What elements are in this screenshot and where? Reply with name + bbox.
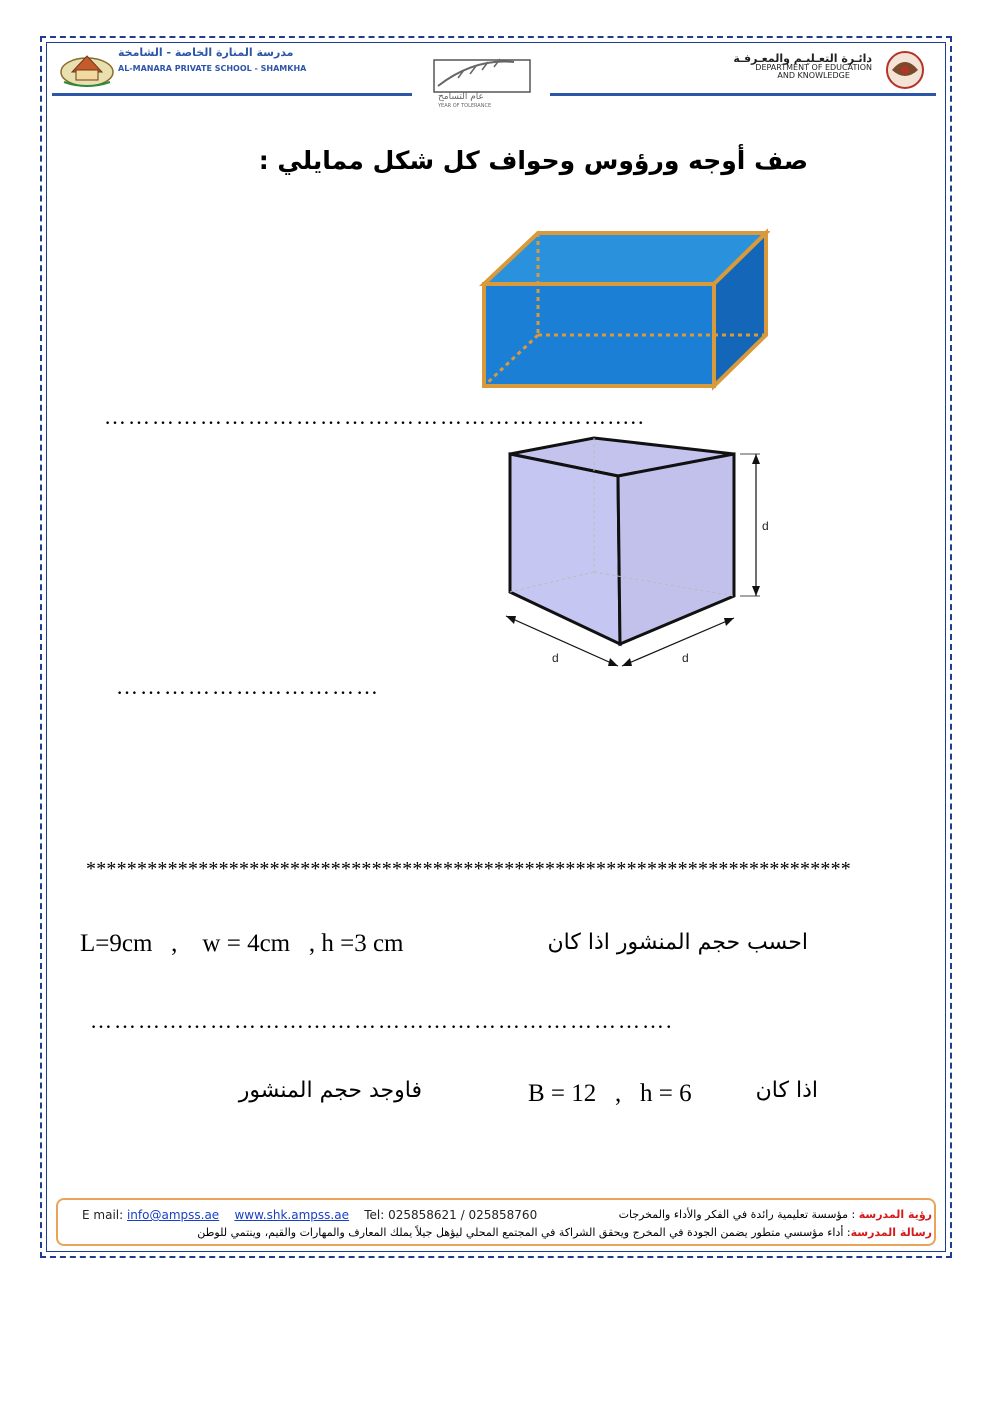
question-2-if: اذا كان [755, 1078, 818, 1103]
school-name-arabic: مدرسة المنارة الخاصة - الشامخة [118, 46, 294, 59]
question-2-find: فاوجد حجم المنشور [238, 1078, 422, 1103]
cube-edge-label-left: d [552, 651, 559, 665]
cube-edge-label-right: d [682, 651, 689, 665]
school-name-english: AL-MANARA PRIVATE SCHOOL - SHAMKHA [118, 64, 307, 73]
tolerance-english: YEAR OF TOLERANCE [438, 103, 492, 109]
cube-edge-label-height: d [762, 519, 769, 533]
email-link[interactable]: info@ampss.ae [126, 1208, 220, 1222]
department-english-line-1: DEPARTMENT OF EDUCATION [755, 63, 872, 72]
header-divider-right [550, 93, 936, 96]
website-link[interactable]: www.shk.ampss.ae [234, 1208, 349, 1222]
rectangular-prism-figure [478, 228, 770, 392]
mission-text: : أداء مؤسسي متطور يضمن الجودة في المخرج ويحقق الشراكة في المجتمع المحلي ليؤهل جيلاً يملك المعارف والمهارات والقيم، وينتمي للوطن [197, 1226, 851, 1239]
emblem-icon [880, 48, 930, 90]
answer-line-1: ………………………………………………………..... [104, 404, 646, 429]
question-1-text: احسب حجم المنشور اذا كان [547, 930, 808, 955]
vision-label: رؤية المدرسة [858, 1208, 932, 1221]
school-logo [58, 46, 116, 90]
telephone: Tel: 025858621 / 025858760 [364, 1208, 538, 1222]
mission-label: رسالة المدرسة [850, 1226, 932, 1239]
answer-line-3: ………………………………………………………………. [90, 1008, 674, 1033]
section-separator: *************************************************************************** [86, 858, 851, 880]
cube-figure [494, 432, 784, 672]
footer-contacts [82, 1208, 537, 1222]
department-arabic: دائـرة التعـليـم والمعـرفـة [733, 52, 872, 65]
vision-text: : مؤسسة تعليمية رائدة في الفكر والأداء والمخرجات [618, 1208, 859, 1221]
email-label: E mail: [82, 1208, 127, 1222]
question-1-values: L=9cm , w = 4cm , h =3 cm [80, 930, 404, 957]
department-english [755, 64, 872, 80]
tolerance-logo-icon [418, 52, 532, 96]
answer-line-2: …………………………… [116, 674, 380, 699]
footer-vision [619, 1208, 932, 1221]
header-divider-left [52, 93, 412, 96]
question-2-values: B = 12 , h = 6 [528, 1080, 692, 1107]
worksheet-title: صف أوجه ورؤوس وحواف كل شكل ممايلي : [258, 146, 808, 175]
footer-mission [197, 1226, 932, 1239]
tolerance-arabic: عام التسامح [438, 92, 484, 102]
department-english-line-2: AND KNOWLEDGE [777, 71, 850, 80]
